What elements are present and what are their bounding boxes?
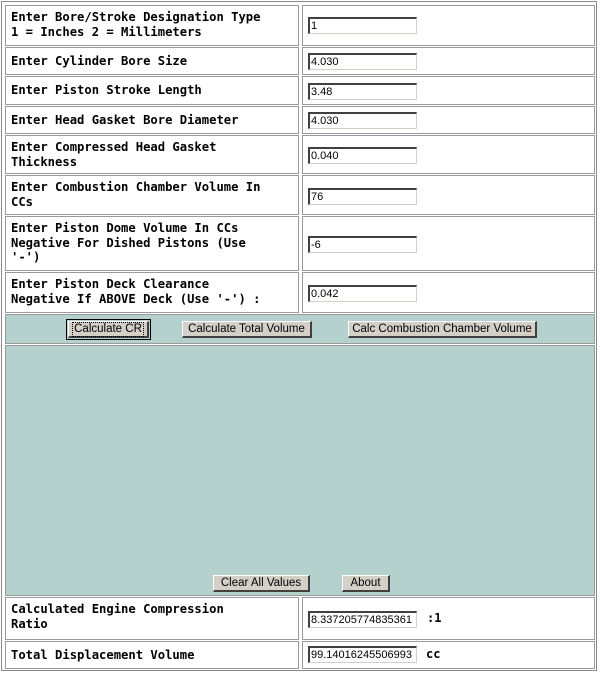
displacement-output[interactable]	[308, 646, 417, 663]
dome-volume-input[interactable]	[308, 236, 417, 253]
gasket-thickness-cell	[302, 135, 595, 174]
input-row-cylinder-bore	[5, 47, 595, 75]
gasket-bore-label: Enter Head Gasket Bore Diameter	[5, 106, 299, 134]
compression-ratio-output[interactable]	[308, 611, 417, 628]
chamber-volume-input[interactable]	[308, 188, 417, 205]
chamber-volume-cell	[302, 175, 595, 215]
cylinder-bore-input[interactable]	[308, 53, 417, 70]
input-row-dome-volume	[5, 216, 595, 271]
about-label: About	[350, 576, 381, 589]
result-row-compression-ratio	[5, 597, 595, 640]
input-row-gasket-bore	[5, 106, 595, 134]
designation-type-input[interactable]	[308, 17, 417, 34]
calc-combustion-chamber-volume-button[interactable]	[348, 321, 537, 338]
input-row-designation-type	[5, 5, 595, 46]
piston-stroke-label: Enter Piston Stroke Length	[5, 76, 299, 105]
deck-clearance-cell	[302, 272, 595, 313]
calculate-total-volume-button[interactable]	[182, 321, 312, 338]
displacement-label: Total Displacement Volume	[5, 641, 299, 669]
clear-all-values-button[interactable]	[213, 575, 310, 592]
displacement-unit: cc	[426, 647, 441, 661]
deck-clearance-input[interactable]	[308, 285, 417, 302]
input-row-piston-stroke	[5, 76, 595, 105]
compression-ratio-label: Calculated Engine Compression Ratio	[5, 597, 299, 640]
gasket-thickness-input[interactable]	[308, 147, 417, 164]
gasket-bore-cell	[302, 106, 595, 134]
displacement-cell	[302, 641, 595, 669]
about-button[interactable]	[342, 575, 390, 592]
gasket-thickness-label: Enter Compressed Head Gasket Thickness	[5, 135, 299, 174]
piston-stroke-cell	[302, 76, 595, 105]
piston-stroke-input[interactable]	[308, 83, 417, 100]
compression-ratio-unit: :1	[427, 611, 442, 625]
input-row-chamber-volume	[5, 175, 595, 215]
dome-volume-label: Enter Piston Dome Volume In CCs Negative For Dished Pistons (Use '-')	[5, 216, 299, 271]
result-row-displacement	[5, 641, 595, 669]
designation-type-cell	[302, 5, 595, 46]
designation-type-label: Enter Bore/Stroke Designation Type 1 = Inches 2 = Millimeters	[5, 5, 299, 46]
clear-all-values-label: Clear All Values	[220, 576, 302, 589]
deck-clearance-label: Enter Piston Deck Clearance Negative If ABOVE Deck (Use '-') :	[5, 272, 299, 313]
calc-combustion-chamber-volume-label: Calc Combustion Chamber Volume	[352, 322, 532, 335]
cylinder-bore-cell	[302, 47, 595, 75]
input-row-gasket-thickness	[5, 135, 595, 174]
gasket-bore-input[interactable]	[308, 112, 417, 129]
cylinder-bore-label: Enter Cylinder Bore Size	[5, 47, 299, 75]
compression-ratio-cell	[302, 597, 595, 640]
calculate-cr-button[interactable]	[68, 321, 149, 338]
dome-volume-cell	[302, 216, 595, 271]
calculate-total-volume-label: Calculate Total Volume	[188, 322, 305, 335]
output-panel	[5, 345, 595, 596]
input-row-deck-clearance	[5, 272, 595, 313]
calculate-button-bar	[5, 314, 595, 344]
calculator-form	[1, 1, 597, 671]
chamber-volume-label: Enter Combustion Chamber Volume In CCs	[5, 175, 299, 215]
calculate-cr-label: Calculate CR	[74, 322, 142, 335]
